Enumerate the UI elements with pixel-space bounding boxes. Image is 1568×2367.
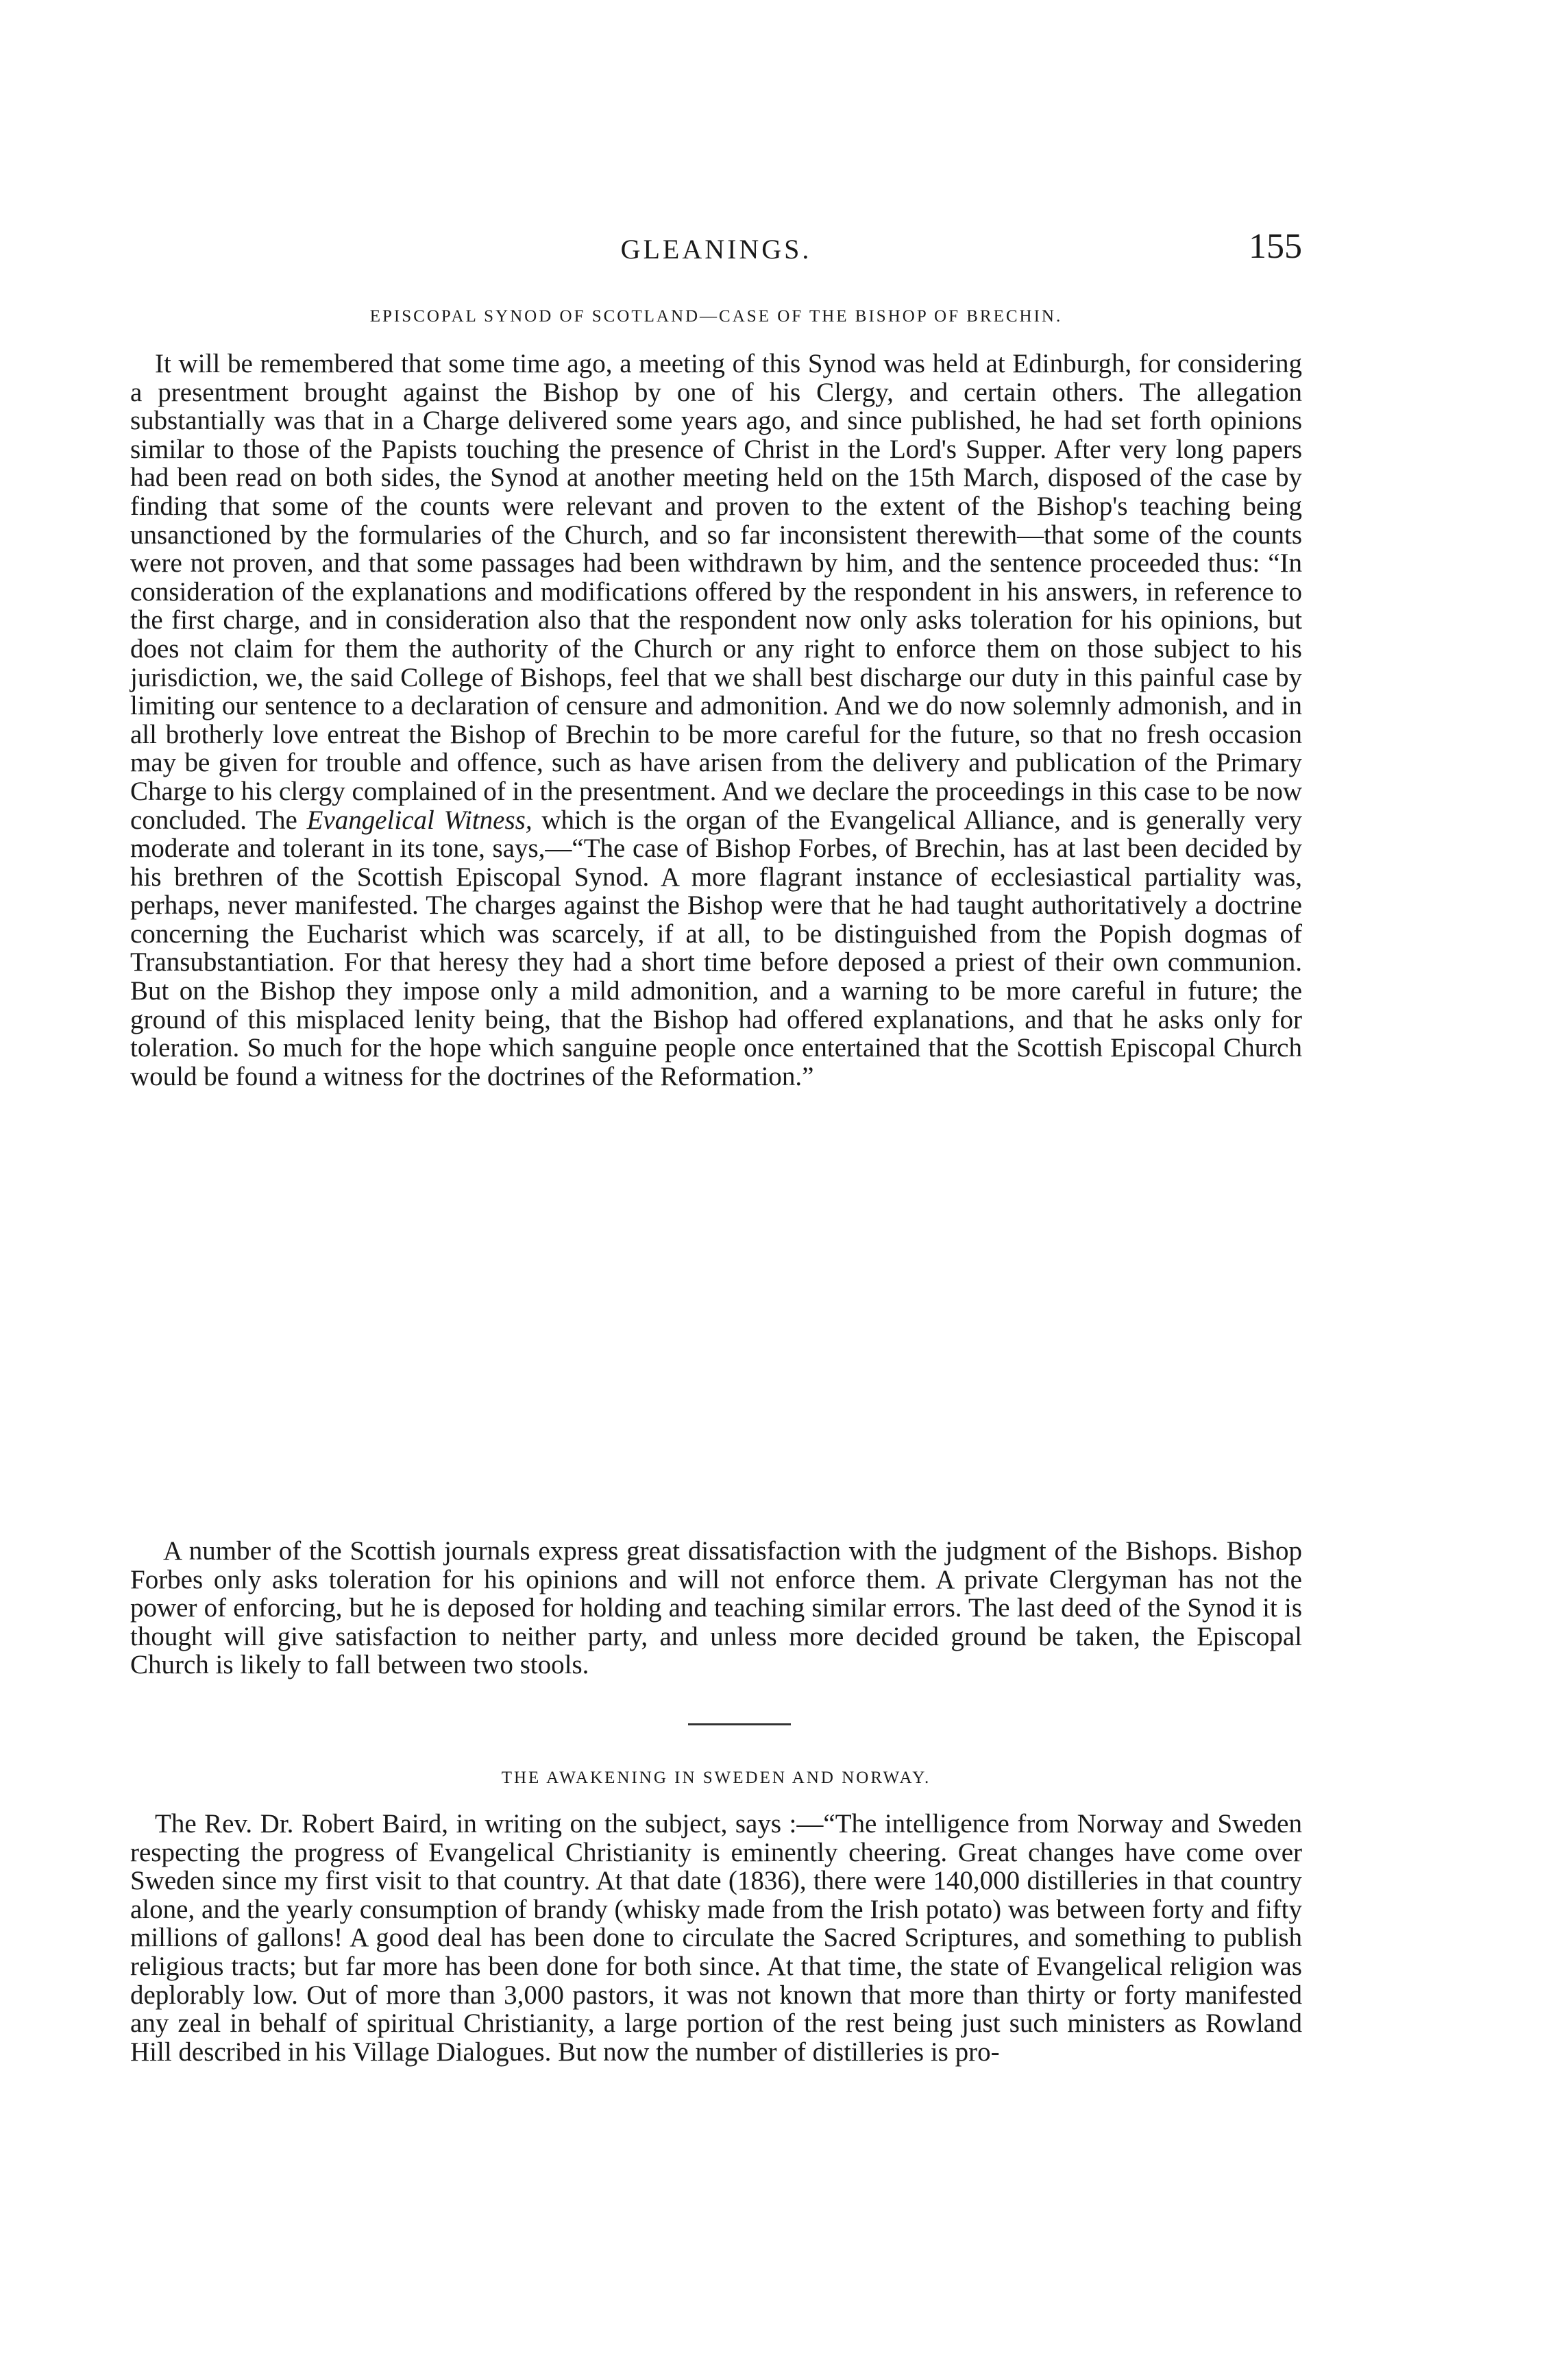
section-divider	[688, 1723, 791, 1725]
section-heading-awakening: THE AWAKENING IN SWEDEN AND NORWAY.	[501, 1769, 931, 1787]
paragraph-text: It will be remembered that some time ago, a meeting of this Synod was held at Edinburgh, for considering a presentment brought against the Bishop by one of his Clergy, and certain others. The allegation substantially was that in a Charge delivered some years ago, and since published, he had set forth opinions similar to those of the Papists touching the presence of Christ in the Lord's Supper. After very long papers had been read on both sides, the Synod at another meeting held on the 15th March, disposed of the case by finding that some of the counts were relevant and proven to the extent of the Bishop's teaching being unsanctioned by the formularies of the Church, and so far inconsistent therewith—that some of the counts were not proven, and that some passages had been withdrawn by him, and the sentence proceeded thus: “In consideration of the explanations and modifications offered by the respondent in his answers, in reference to the first charge, and in consideration also that the respondent now only asks toleration for his opinions, but does not claim for them the authority of the Church or any right to enforce them on those subject to his jurisdiction, we, the said College of Bishops, feel that we shall best discharge our duty in this painful case by limiting our sentence to a declaration of censure and admonition. And we do now solemnly admonish, and in all brotherly love entreat the Bishop of Brechin to be more careful for the future, so that no fresh occasion may be given for trouble and offence, such as have arisen from the delivery and publication of the Primary Charge to his clergy complained of in the presentment. And we declare the proceedings in this case to be now concluded. The	[130, 349, 1302, 835]
paragraph-text: which is the organ of the Evangelical Alliance, and is generally very moderate and tolerant in its tone, says,—“The case of Bishop Forbes, of Brechin, has at last been decided by his brethren of the Scottish Episcopal Synod. A more flagrant instance of ecclesiastical partiality was, perhaps, never manifested. The charges against the Bishop were that he had taught authoritatively a doctrine concerning the Eucharist which was scarcely, if at all, to be distinguished from the Popish dogmas of Transubstantiation. For that heresy they had a short time before deposed a priest of their own communion. But on the Bishop they impose only a mild admonition, and a warning to be more careful in future; the ground of this misplaced lenity being, that the Bishop had offered explanations, and that he asks only for toleration. So much for the hope which sanguine people once entertained that the Scottish Episcopal Church would be found a witness for the doctrines of the Reformation.”	[130, 805, 1302, 1091]
paragraph-awakening: The Rev. Dr. Robert Baird, in writing on the subject, says :—“The intelligence from Norway and Sweden respecting the progress of Evangelical Christianity is eminently cheering. Great changes have come over Sweden since my first visit to that country. At that date (1836), there were 140,000 distilleries in that country alone, and the yearly consumption of brandy (whisky made from the Irish potato) was between forty and fifty millions of gallons! A good deal has been done to circulate the Sacred Scriptures, and something to publish religious tracts; but far more has been done for both since. At that time, the state of Evangelical religion was deplorably low. Out of more than 3,000 pastors, it was not known that more than thirty or forty manifested any zeal in behalf of spiritual Christianity, a large portion of the rest being just such ministers as Rowland Hill described in his Village Dialogues. But now the number of distilleries is pro-	[130, 1809, 1302, 2067]
running-title: GLEANINGS.	[620, 234, 812, 265]
running-head	[130, 226, 1302, 267]
publication-title: Evangelical Witness,	[306, 805, 532, 835]
section-heading-synod: EPISCOPAL SYNOD OF SCOTLAND—CASE OF THE BISHOP OF BRECHIN.	[369, 307, 1063, 326]
paragraph-journals-reaction: A number of the Scottish journals express great dissatisfaction with the judgment of the Bishops. Bishop Forbes only asks toleration for his opinions and will not enforce them. A private Clergyman has not the power of enforcing, but he is deposed for holding and teaching similar errors. The last deed of the Synod it is thought will give satisfaction to neither party, and unless more decided ground be taken, the Episcopal Church is likely to fall between two stools.	[130, 1536, 1302, 1680]
paragraph-synod-case	[130, 350, 1302, 1091]
page-number: 155	[1249, 227, 1302, 266]
